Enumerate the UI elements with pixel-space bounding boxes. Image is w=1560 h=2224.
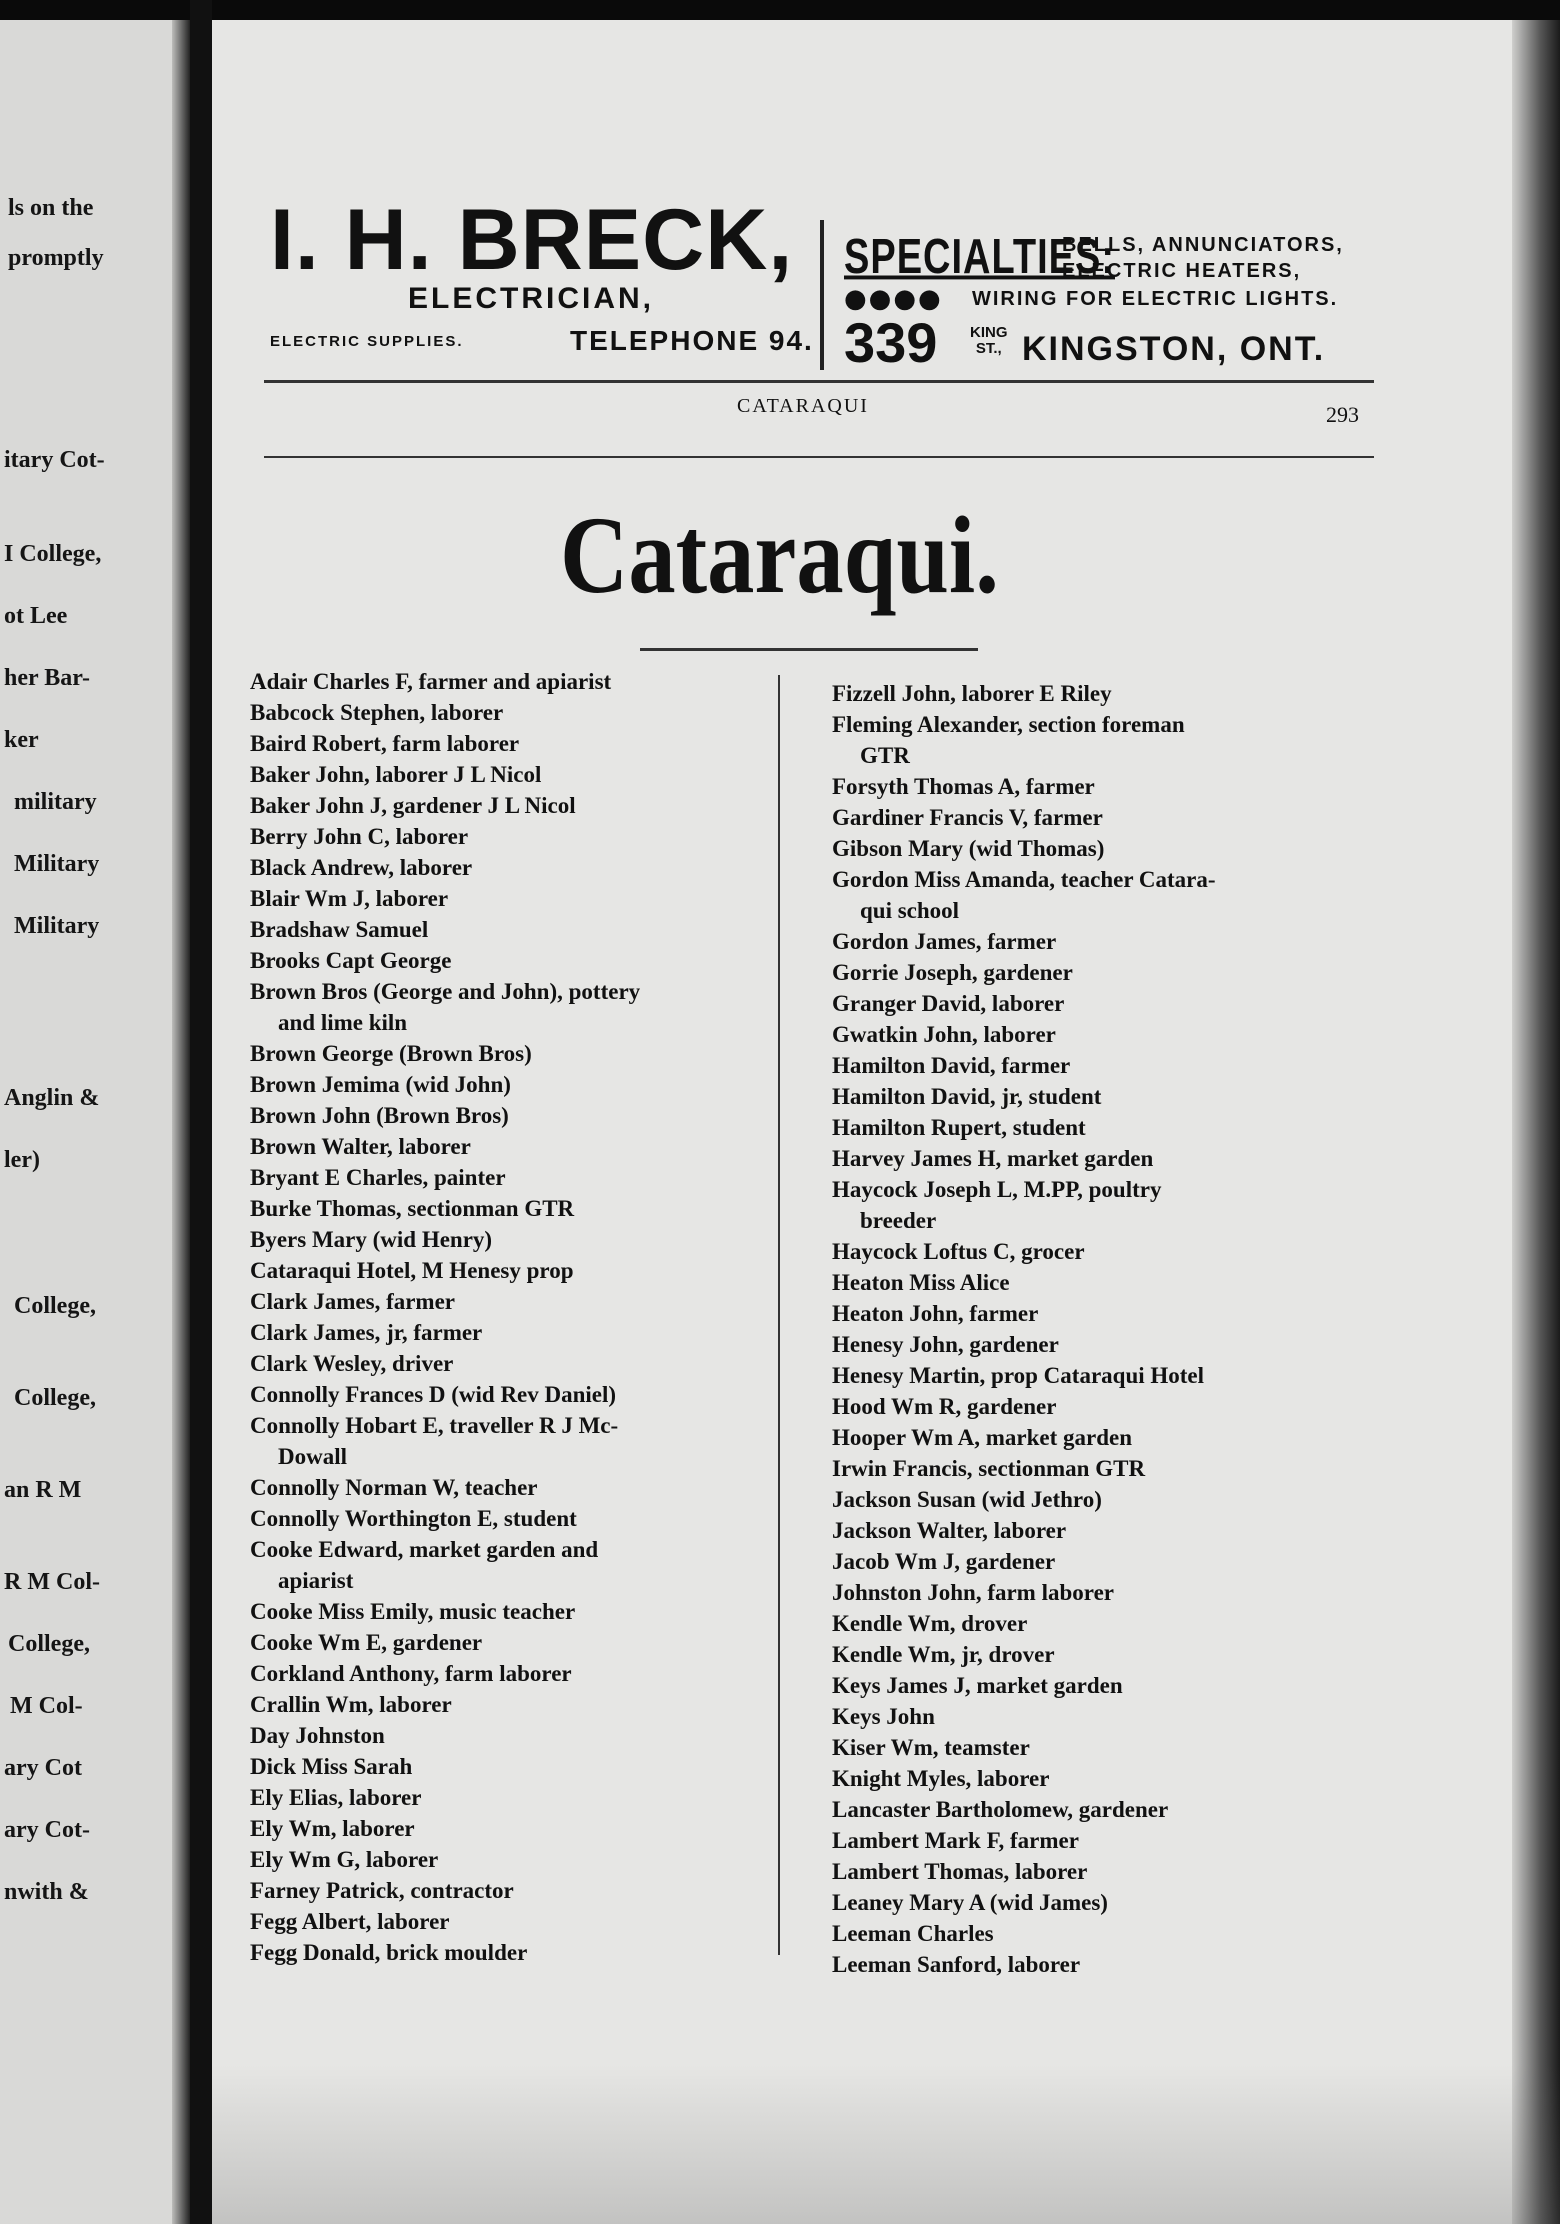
directory-column-left [250, 666, 830, 1968]
entry-text: Hamilton David, farmer [832, 1053, 1071, 1078]
directory-entry [250, 1906, 830, 1937]
left-page-fragment: ary Cot- [4, 1817, 90, 1843]
page-bottom-shade [212, 2064, 1560, 2224]
directory-entry [250, 1813, 830, 1844]
entry-continuation: GTR [860, 743, 910, 768]
left-page-fragment: ot Lee [4, 603, 68, 629]
left-page-fragment: Military [14, 913, 100, 939]
entry-text: Heaton John, farmer [832, 1301, 1039, 1326]
directory-entry [250, 1751, 830, 1782]
directory-entry [250, 1317, 830, 1348]
left-page-fragment: I College, [4, 541, 102, 567]
entry-text: Dick Miss Sarah [250, 1754, 413, 1779]
entry-text: Brown Bros (George and John), pottery [250, 979, 641, 1004]
directory-entry [250, 1472, 830, 1503]
entry-text: Gwatkin John, laborer [832, 1022, 1056, 1047]
directory-entry [832, 988, 1392, 1019]
ad-specialty-line: ELECTRIC HEATERS, [1062, 260, 1302, 282]
entry-text: Babcock Stephen, laborer [250, 700, 504, 725]
entry-text: Corkland Anthony, farm laborer [250, 1661, 572, 1686]
entry-text: Keys John [832, 1704, 935, 1729]
directory-entry [832, 1143, 1392, 1174]
directory-entry [832, 1174, 1392, 1236]
entry-text: Brown John (Brown Bros) [250, 1103, 509, 1128]
directory-entry [250, 1503, 830, 1534]
entry-text: Heaton Miss Alice [832, 1270, 1010, 1295]
entry-text: Cooke Wm E, gardener [250, 1630, 483, 1655]
directory-entry [832, 1794, 1392, 1825]
left-page-spine [172, 20, 190, 2224]
directory-entry [250, 883, 830, 914]
ad-trade: ELECTRICIAN, [408, 282, 654, 315]
entry-text: Hood Wm R, gardener [832, 1394, 1057, 1419]
directory-entry [250, 1658, 830, 1689]
entry-text: Adair Charles F, farmer and apiarist [250, 669, 612, 694]
entry-text: Leaney Mary A (wid James) [832, 1890, 1108, 1915]
header-rule [264, 380, 1374, 383]
directory-entry [832, 1887, 1392, 1918]
directory-entry [832, 1670, 1392, 1701]
entry-text: Jackson Susan (wid Jethro) [832, 1487, 1102, 1512]
entry-text: Lambert Thomas, laborer [832, 1859, 1088, 1884]
left-page-fragment: Military [14, 851, 100, 877]
entry-text: Harvey James H, market garden [832, 1146, 1154, 1171]
entry-text: Brown Walter, laborer [250, 1134, 471, 1159]
directory-entry [250, 1689, 830, 1720]
directory-entry [832, 1298, 1392, 1329]
entry-text: Henesy John, gardener [832, 1332, 1059, 1357]
ad-specialties-label: SPECIALTIES: [844, 230, 1115, 285]
directory-entry [250, 1193, 830, 1224]
directory-entry [832, 1639, 1392, 1670]
entry-text: Kendle Wm, jr, drover [832, 1642, 1055, 1667]
directory-entry [832, 1019, 1392, 1050]
entry-text: Knight Myles, laborer [832, 1766, 1050, 1791]
directory-entry [250, 852, 830, 883]
entry-text: Connolly Hobart E, traveller R J Mc- [250, 1413, 619, 1438]
directory-entry [832, 1422, 1392, 1453]
entry-text: Blair Wm J, laborer [250, 886, 449, 911]
entry-text: Berry John C, laborer [250, 824, 469, 849]
directory-entry [832, 1267, 1392, 1298]
directory-entry [832, 771, 1392, 802]
entry-continuation: apiarist [278, 1568, 354, 1593]
entry-text: Farney Patrick, contractor [250, 1878, 514, 1903]
entry-text: Leeman Sanford, laborer [832, 1952, 1081, 1977]
directory-entry [832, 802, 1392, 833]
ad-city: KINGSTON, ONT. [1022, 330, 1326, 368]
left-page-fragment: nwith & [4, 1879, 89, 1905]
directory-entry [832, 1515, 1392, 1546]
ad-specialty-line: BELLS, ANNUNCIATORS, [1062, 234, 1344, 256]
directory-entry [832, 1484, 1392, 1515]
entry-text: Fegg Donald, brick moulder [250, 1940, 528, 1965]
entry-text: Hamilton David, jr, student [832, 1084, 1102, 1109]
entry-continuation: qui school [860, 898, 960, 923]
ad-street-name [970, 325, 1008, 357]
running-head: CATARAQUI [737, 395, 869, 417]
entry-text: Fizzell John, laborer E Riley [832, 681, 1112, 706]
entry-text: Clark James, farmer [250, 1289, 456, 1314]
directory-entry [832, 1608, 1392, 1639]
directory-entry [832, 1329, 1392, 1360]
entry-text: Connolly Norman W, teacher [250, 1475, 538, 1500]
entry-text: Gibson Mary (wid Thomas) [832, 836, 1105, 861]
directory-entry [832, 1856, 1392, 1887]
left-page-fragment: ker [4, 727, 39, 753]
directory-entry [250, 1162, 830, 1193]
directory-entry [250, 759, 830, 790]
left-page-fragment: College, [14, 1293, 96, 1319]
directory-entry [832, 926, 1392, 957]
directory-entry [832, 1081, 1392, 1112]
entry-text: Byers Mary (wid Henry) [250, 1227, 493, 1252]
entry-text: Baker John, laborer J L Nicol [250, 762, 542, 787]
entry-text: Ely Elias, laborer [250, 1785, 422, 1810]
ad-bullet-dots: ●●●● [844, 284, 943, 314]
directory-entry [250, 1131, 830, 1162]
entry-text: Connolly Worthington E, student [250, 1506, 577, 1531]
directory-entry [250, 1627, 830, 1658]
directory-entry [250, 1224, 830, 1255]
left-page-fragment: her Bar- [4, 665, 90, 691]
left-page-fragment: M Col- [10, 1693, 83, 1719]
page-edge-shadow [1512, 20, 1560, 2224]
entry-text: Gorrie Joseph, gardener [832, 960, 1073, 985]
entry-text: Henesy Martin, prop Cataraqui Hotel [832, 1363, 1205, 1388]
entry-text: Clark James, jr, farmer [250, 1320, 483, 1345]
directory-entry [832, 1360, 1392, 1391]
entry-text: Clark Wesley, driver [250, 1351, 454, 1376]
directory-entry [832, 1949, 1392, 1980]
entry-text: Irwin Francis, sectionman GTR [832, 1456, 1146, 1481]
directory-entry [250, 1720, 830, 1751]
entry-text: Jacob Wm J, gardener [832, 1549, 1056, 1574]
directory-entry [250, 1038, 830, 1069]
directory-entry [832, 1112, 1392, 1143]
directory-entry [250, 1937, 830, 1968]
directory-entry [250, 666, 830, 697]
ad-street-number: 339 [844, 311, 938, 374]
left-page-fragment: College, [14, 1385, 96, 1411]
entry-text: Gardiner Francis V, farmer [832, 805, 1103, 830]
directory-entry [250, 945, 830, 976]
directory-column-right [832, 678, 1392, 1980]
directory-entry [250, 1100, 830, 1131]
page-number: 293 [1326, 402, 1359, 427]
directory-entry [832, 1391, 1392, 1422]
left-page-fragment: ler) [4, 1147, 40, 1173]
left-page-fragment: College, [8, 1631, 90, 1657]
entry-text: Gordon Miss Amanda, teacher Catara- [832, 867, 1216, 892]
directory-entry [832, 1732, 1392, 1763]
directory-entry [250, 821, 830, 852]
entry-text: Hooper Wm A, market garden [832, 1425, 1133, 1450]
directory-page [212, 20, 1560, 2224]
entry-text: Cataraqui Hotel, M Henesy prop [250, 1258, 574, 1283]
directory-entry [832, 678, 1392, 709]
directory-entry [832, 1763, 1392, 1794]
left-page-fragment: an R M [4, 1477, 82, 1503]
directory-entry [250, 1255, 830, 1286]
column-divider [778, 675, 780, 1955]
entry-text: Ely Wm G, laborer [250, 1847, 439, 1872]
entry-text: Baird Robert, farm laborer [250, 731, 520, 756]
entry-text: Cooke Edward, market garden and [250, 1537, 599, 1562]
entry-text: Bryant E Charles, painter [250, 1165, 506, 1190]
directory-entry [250, 976, 830, 1038]
ad-divider [820, 220, 824, 370]
entry-continuation: Dowall [278, 1444, 347, 1469]
page-gutter [190, 0, 212, 2224]
left-page-fragment: Anglin & [4, 1085, 100, 1111]
entry-text: Day Johnston [250, 1723, 385, 1748]
directory-entry [832, 1050, 1392, 1081]
entry-continuation: and lime kiln [278, 1010, 408, 1035]
entry-text: Fegg Albert, laborer [250, 1909, 450, 1934]
left-page-fragment: R M Col- [4, 1569, 100, 1595]
directory-entry [250, 1596, 830, 1627]
entry-text: Brown Jemima (wid John) [250, 1072, 511, 1097]
entry-text: Forsyth Thomas A, farmer [832, 774, 1095, 799]
entry-text: Black Andrew, laborer [250, 855, 473, 880]
directory-entry [250, 1875, 830, 1906]
ad-telephone: TELEPHONE 94. [570, 325, 814, 356]
directory-entry [250, 1844, 830, 1875]
entry-text: Leeman Charles [832, 1921, 994, 1946]
directory-entry [250, 1348, 830, 1379]
directory-entry [832, 709, 1392, 771]
directory-entry [250, 1782, 830, 1813]
entry-text: Bradshaw Samuel [250, 917, 429, 942]
entry-text: Jackson Walter, laborer [832, 1518, 1067, 1543]
entry-text: Haycock Joseph L, M.PP, poultry [832, 1177, 1162, 1202]
directory-entry [832, 864, 1392, 926]
directory-entry [832, 1825, 1392, 1856]
directory-entry [250, 1379, 830, 1410]
directory-entry [832, 957, 1392, 988]
directory-entry [250, 1410, 830, 1472]
entry-text: Connolly Frances D (wid Rev Daniel) [250, 1382, 617, 1407]
ad-supplies: ELECTRIC SUPPLIES. [270, 333, 464, 350]
entry-text: Cooke Miss Emily, music teacher [250, 1599, 576, 1624]
entry-continuation: breeder [860, 1208, 937, 1233]
directory-entry [250, 697, 830, 728]
entry-text: Fleming Alexander, section foreman [832, 712, 1185, 737]
entry-text: Lambert Mark F, farmer [832, 1828, 1079, 1853]
ad-street-king: KING [970, 324, 1008, 341]
directory-entry [832, 1236, 1392, 1267]
entry-text: Hamilton Rupert, student [832, 1115, 1086, 1140]
entry-text: Crallin Wm, laborer [250, 1692, 452, 1717]
entry-text: Brooks Capt George [250, 948, 452, 973]
entry-text: Baker John J, gardener J L Nicol [250, 793, 576, 818]
entry-text: Granger David, laborer [832, 991, 1065, 1016]
ad-business-name: I. H. BRECK, [270, 192, 794, 288]
entry-text: Kiser Wm, teamster [832, 1735, 1030, 1760]
directory-entry [832, 1918, 1392, 1949]
directory-entry [250, 1069, 830, 1100]
entry-text: Lancaster Bartholomew, gardener [832, 1797, 1169, 1822]
entry-text: Brown George (Brown Bros) [250, 1041, 532, 1066]
entry-text: Keys James J, market garden [832, 1673, 1123, 1698]
left-page-fragment: promptly [8, 245, 104, 271]
left-page-fragment: itary Cot- [4, 447, 105, 473]
ad-specialty-line: WIRING FOR ELECTRIC LIGHTS. [972, 288, 1339, 310]
entry-text: Burke Thomas, sectionman GTR [250, 1196, 575, 1221]
ad-street-st: ST., [975, 340, 1002, 357]
left-page-fragment: military [14, 789, 97, 815]
directory-entry [250, 790, 830, 821]
directory-entry [832, 833, 1392, 864]
entry-text: Gordon James, farmer [832, 929, 1057, 954]
header-rule [264, 456, 1374, 458]
directory-entry [832, 1546, 1392, 1577]
entry-text: Kendle Wm, drover [832, 1611, 1028, 1636]
title-rule [640, 648, 978, 651]
directory-entry [832, 1577, 1392, 1608]
entry-text: Haycock Loftus C, grocer [832, 1239, 1085, 1264]
left-page-margin [0, 20, 190, 2224]
entry-text: Ely Wm, laborer [250, 1816, 415, 1841]
section-title: Cataraqui. [560, 494, 999, 616]
left-page-fragment: ls on the [8, 195, 94, 221]
left-page-fragment: ary Cot [4, 1755, 82, 1781]
directory-entry [250, 728, 830, 759]
directory-entry [832, 1701, 1392, 1732]
entry-text: Johnston John, farm laborer [832, 1580, 1114, 1605]
directory-entry [250, 1286, 830, 1317]
directory-entry [250, 1534, 830, 1596]
directory-entry [250, 914, 830, 945]
directory-entry [832, 1453, 1392, 1484]
